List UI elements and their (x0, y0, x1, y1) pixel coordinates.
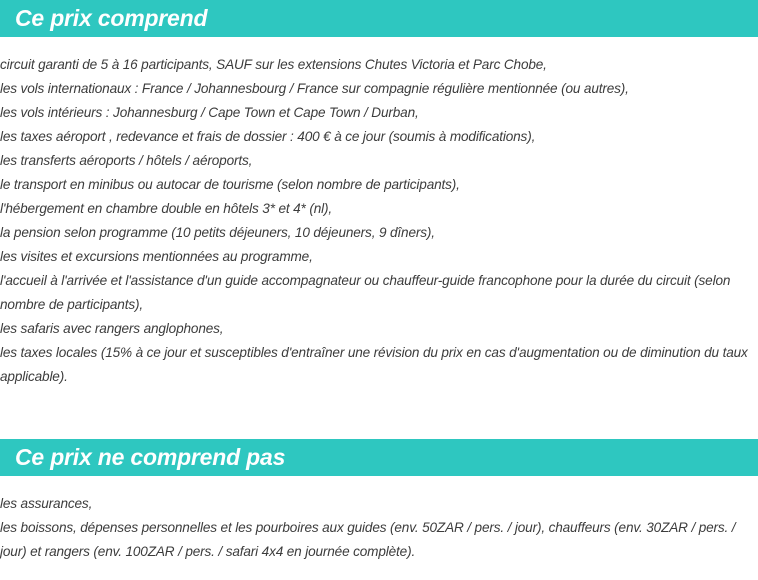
list-item: les visites et excursions mentionnées au programme, (0, 249, 313, 264)
list-item: les assurances, (0, 496, 93, 511)
section-title-excludes: Ce prix ne comprend pas (15, 444, 286, 470)
list-item: les boissons, dépenses personnelles et les pourboires aux guides (env. 50ZAR / pers. / jour), chauffeurs (env. 30ZAR / pers. / jour) et rangers (env. 100ZAR / pers. / safari 4x4 en journée complète). (0, 520, 736, 559)
list-item: les safaris avec rangers anglophones, (0, 321, 224, 336)
list-item: les vols internationaux : France / Johannesbourg / France sur compagnie régulière mentionnée (ou autres), (0, 81, 629, 96)
list-item: l'accueil à l'arrivée et l'assistance d'un guide accompagnateur ou chauffeur-guide francophone pour la durée du circuit (selon nombre de participants), (0, 273, 731, 312)
list-item: les transferts aéroports / hôtels / aéroports, (0, 153, 253, 168)
section-header-excludes (0, 439, 758, 476)
list-item: les taxes aéroport , redevance et frais de dossier : 400 € à ce jour (soumis à modifications), (0, 129, 536, 144)
section-header-includes (0, 0, 758, 37)
list-item: le transport en minibus ou autocar de tourisme (selon nombre de participants), (0, 177, 460, 192)
list-item: circuit garanti de 5 à 16 participants, SAUF sur les extensions Chutes Victoria et Parc Chobe, (0, 57, 547, 72)
includes-list (0, 53, 752, 389)
excludes-list (0, 492, 752, 564)
list-item: l'hébergement en chambre double en hôtels 3* et 4* (nl), (0, 201, 332, 216)
list-item: les vols intérieurs : Johannesburg / Cape Town et Cape Town / Durban, (0, 105, 419, 120)
section-title-includes: Ce prix comprend (15, 5, 208, 31)
list-item: les taxes locales (15% à ce jour et susceptibles d'entraîner une révision du prix en cas d'augmentation ou de diminution du taux applicable). (0, 345, 748, 384)
list-item: la pension selon programme (10 petits déjeuners, 10 déjeuners, 9 dîners), (0, 225, 435, 240)
